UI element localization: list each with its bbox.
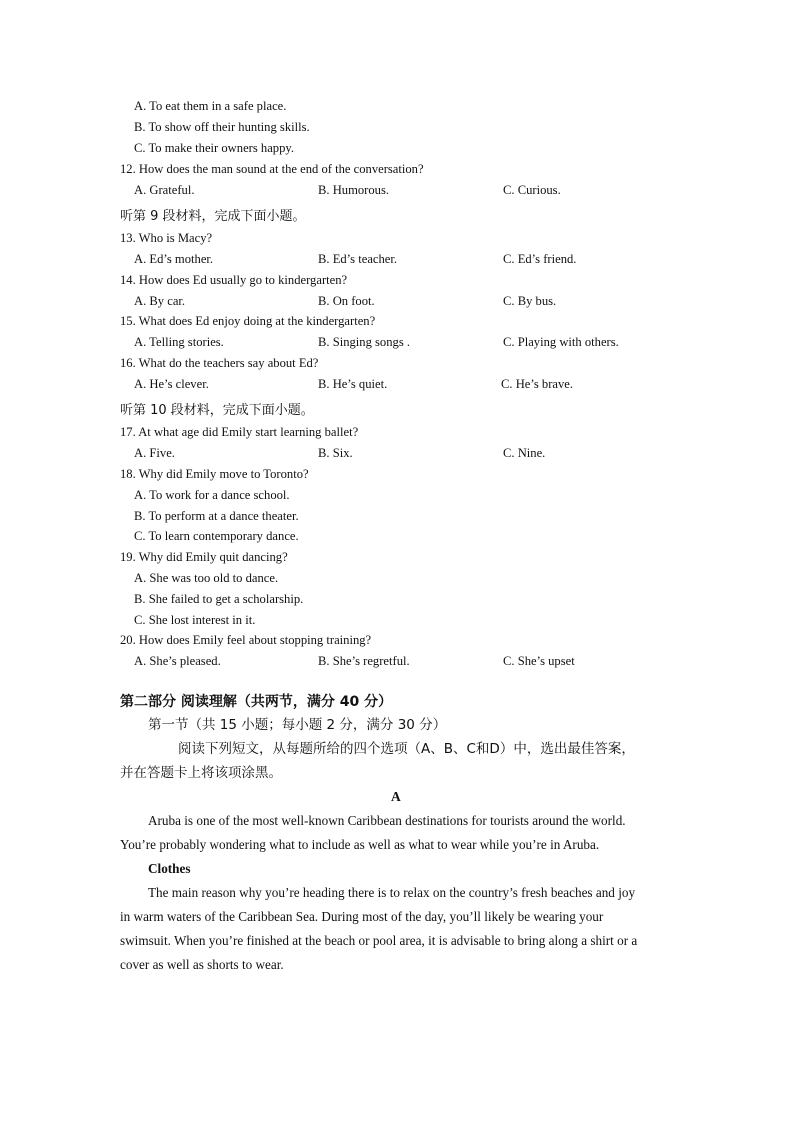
- q15-option-a: A. Telling stories.: [134, 335, 224, 349]
- section9-header: 听第 9 段材料，完成下面小题。: [120, 209, 306, 224]
- q20-option-c: C. She’s upset: [503, 654, 575, 668]
- q11-option-a: A. To eat them in a safe place.: [134, 99, 287, 113]
- clothes-line-1: The main reason why you’re heading there is to relax on the country’s fresh beaches and joy: [148, 885, 636, 900]
- q12-question: 12. How does the man sound at the end of the conversation?: [120, 162, 424, 176]
- q19-question: 19. Why did Emily quit dancing?: [120, 550, 288, 564]
- q11-option-b: B. To show off their hunting skills.: [134, 120, 310, 134]
- q18-option-b: B. To perform at a dance theater.: [134, 509, 299, 523]
- q16-option-c: C. He’s brave.: [501, 377, 574, 391]
- q15-option-c: C. Playing with others.: [503, 335, 619, 349]
- passage-line-2: You’re probably wondering what to include as well as what to wear while you’re in Aruba.: [120, 837, 600, 852]
- passage-label: A: [391, 789, 401, 804]
- q18-option-a: A. To work for a dance school.: [134, 488, 290, 502]
- q12-option-a: A. Grateful.: [134, 183, 195, 197]
- q18-question: 18. Why did Emily move to Toronto?: [120, 467, 309, 481]
- q19-option-c: C. She lost interest in it.: [134, 613, 256, 627]
- q15-option-b: B. Singing songs .: [318, 335, 411, 349]
- part2-instruction-line2: 并在答题卡上将该项涂黑。: [120, 765, 282, 781]
- q18-option-c: C. To learn contemporary dance.: [134, 529, 299, 543]
- section10-header: 听第 10 段材料，完成下面小题。: [120, 403, 314, 418]
- q17-question: 17. At what age did Emily start learning ballet?: [120, 425, 359, 439]
- q12-option-b: B. Humorous.: [318, 183, 390, 197]
- q14-question: 14. How does Ed usually go to kindergarten?: [120, 273, 348, 287]
- part2-instruction-line1: 阅读下列短文，从每题所给的四个选项（A、B、C和D）中，选出最佳答案，: [178, 741, 635, 757]
- q20-option-b: B. She’s regretful.: [318, 654, 410, 668]
- clothes-heading: Clothes: [148, 861, 191, 876]
- part2-section1-title: 第一节（共 15 小题；每小题 2 分，满分 30 分）: [148, 717, 447, 733]
- q12-option-c: C. Curious.: [503, 183, 561, 197]
- q13-option-c: C. Ed’s friend.: [503, 252, 577, 266]
- q17-option-b: B. Six.: [318, 446, 353, 460]
- q16-question: 16. What do the teachers say about Ed?: [120, 356, 319, 370]
- clothes-line-4: cover as well as shorts to wear.: [120, 957, 284, 972]
- q20-option-a: A. She’s pleased.: [134, 654, 221, 668]
- q14-option-c: C. By bus.: [503, 294, 557, 308]
- q17-option-a: A. Five.: [134, 446, 175, 460]
- q17-option-c: C. Nine.: [503, 446, 546, 460]
- clothes-line-2: in warm waters of the Caribbean Sea. During most of the day, you’ll likely be wearing your: [120, 909, 604, 924]
- q13-option-a: A. Ed’s mother.: [134, 252, 214, 266]
- q19-option-b: B. She failed to get a scholarship.: [134, 592, 304, 606]
- q13-option-b: B. Ed’s teacher.: [318, 252, 398, 266]
- q16-option-a: A. He’s clever.: [134, 377, 209, 391]
- clothes-line-3: swimsuit. When you’re finished at the beach or pool area, it is advisable to bring along a shirt or a: [120, 933, 638, 948]
- passage-line-1: Aruba is one of the most well-known Caribbean destinations for tourists around the world.: [148, 813, 626, 828]
- q11-option-c: C. To make their owners happy.: [134, 141, 295, 155]
- q16-option-b: B. He’s quiet.: [318, 377, 388, 391]
- q14-option-a: A. By car.: [134, 294, 186, 308]
- q19-option-a: A. She was too old to dance.: [134, 571, 279, 585]
- q14-option-b: B. On foot.: [318, 294, 375, 308]
- q15-question: 15. What does Ed enjoy doing at the kindergarten?: [120, 314, 376, 328]
- q13-question: 13. Who is Macy?: [120, 231, 213, 245]
- part2-title: 第二部分 阅读理解（共两节，满分 40 分）: [120, 694, 393, 710]
- q20-question: 20. How does Emily feel about stopping training?: [120, 633, 372, 647]
